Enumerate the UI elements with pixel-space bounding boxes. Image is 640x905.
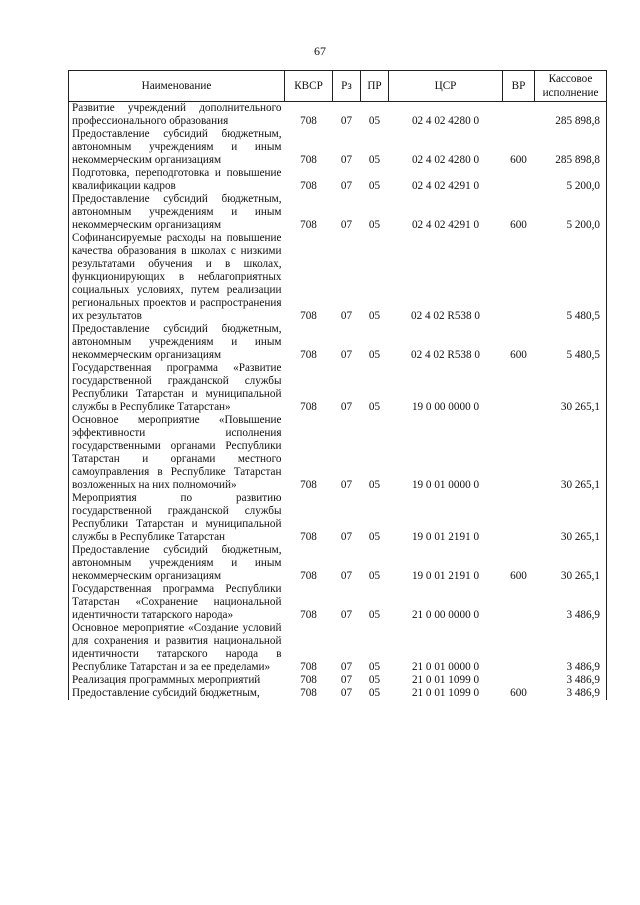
- cell-pr: 05: [368, 479, 381, 491]
- page-number: 67: [314, 44, 326, 58]
- cell-pr: 05: [368, 154, 381, 166]
- cell-sum: 3 486,9: [535, 687, 607, 700]
- cell-name: Софинансируемые расходы на повышение качества образования в школах с низкими результатами обучения и в школах, функционирующих в неблагоприятных социальных условиях, путем реализации региональных проектов и распространения их результатов: [69, 232, 285, 323]
- cell-kvsr: 708: [300, 687, 317, 699]
- cell-rz: 07: [340, 154, 353, 166]
- cell-kvsr: 708: [300, 479, 317, 491]
- cell-name: Мероприятия по развитию государственной гражданской службы Республики Татарстан и муниципальной службы в Республике Татарстан: [69, 492, 285, 544]
- cell-vr: [503, 232, 535, 323]
- cell-kvsr: 708: [300, 349, 317, 361]
- cell-sum: 285 898,8: [535, 102, 607, 129]
- cell-vr: 600: [510, 154, 527, 166]
- cell-name: Подготовка, переподготовка и повышение квалификации кадров: [69, 167, 285, 193]
- cell-name: Государственная программа Республики Татарстан «Сохранение национальной идентичности татарского народа»: [69, 583, 285, 622]
- cell-rz: 07: [340, 674, 353, 686]
- cell-csr: 21 0 01 1099 0: [411, 687, 480, 699]
- cell-vr: [503, 102, 535, 129]
- cell-kvsr: 708: [300, 570, 317, 582]
- cell-rz: 07: [340, 570, 353, 582]
- cell-csr: 19 0 00 0000 0: [411, 401, 480, 413]
- cell-csr: 19 0 01 0000 0: [411, 479, 480, 491]
- table-body: [69, 102, 607, 701]
- cell-rz: 07: [340, 219, 353, 231]
- cell-pr: 05: [368, 674, 381, 686]
- cell-sum: 30 265,1: [535, 362, 607, 414]
- header-kvsr: КВСР: [285, 71, 333, 102]
- cell-vr: [503, 492, 535, 544]
- table-row: [69, 492, 607, 544]
- header-rz: Рз: [333, 71, 361, 102]
- cell-kvsr: 708: [300, 115, 317, 127]
- cell-vr: [503, 674, 535, 687]
- cell-pr: 05: [368, 349, 381, 361]
- cell-csr: 02 4 02 R538 0: [411, 310, 480, 322]
- table-row: [69, 622, 607, 674]
- header-vr: ВР: [503, 71, 535, 102]
- cell-rz: 07: [340, 661, 353, 673]
- cell-pr: 05: [368, 609, 381, 621]
- cell-sum: 30 265,1: [535, 414, 607, 492]
- cell-pr: 05: [368, 219, 381, 231]
- cell-csr: 19 0 01 2191 0: [411, 570, 480, 582]
- cell-sum: 3 486,9: [535, 674, 607, 687]
- table-row: [69, 362, 607, 414]
- header-sum-line2: исполнение: [542, 87, 599, 99]
- table-row: [69, 687, 607, 700]
- budget-table: [68, 70, 607, 700]
- cell-sum: 5 480,5: [535, 232, 607, 323]
- cell-sum: 5 480,5: [535, 323, 607, 362]
- header-csr: ЦСР: [389, 71, 503, 102]
- cell-csr: 02 4 02 4291 0: [411, 219, 480, 231]
- cell-sum: 3 486,9: [535, 622, 607, 674]
- cell-vr: 600: [510, 570, 527, 582]
- cell-csr: 02 4 02 R538 0: [411, 349, 480, 361]
- cell-sum: 5 200,0: [535, 167, 607, 193]
- cell-csr: 21 0 00 0000 0: [411, 609, 480, 621]
- cell-rz: 07: [340, 531, 353, 543]
- cell-pr: 05: [368, 570, 381, 582]
- cell-kvsr: 708: [300, 310, 317, 322]
- cell-sum: 285 898,8: [535, 128, 607, 167]
- table-row: [69, 323, 607, 362]
- cell-csr: 02 4 02 4280 0: [411, 154, 480, 166]
- table-row: [69, 414, 607, 492]
- cell-sum: 30 265,1: [535, 492, 607, 544]
- cell-vr: 600: [510, 219, 527, 231]
- cell-vr: [503, 362, 535, 414]
- cell-kvsr: 708: [300, 401, 317, 413]
- cell-pr: 05: [368, 687, 381, 699]
- cell-rz: 07: [340, 180, 353, 192]
- cell-vr: [503, 167, 535, 193]
- cell-rz: 07: [340, 349, 353, 361]
- cell-csr: 19 0 01 2191 0: [411, 531, 480, 543]
- table-row: [69, 544, 607, 583]
- cell-csr: 02 4 02 4291 0: [411, 180, 480, 192]
- header-pr: ПР: [361, 71, 389, 102]
- cell-kvsr: 708: [300, 609, 317, 621]
- table-row: [69, 674, 607, 687]
- cell-name: Предоставление субсидий бюджетным, автономным учреждениям и иным некоммерческим организациям: [69, 323, 285, 362]
- cell-name: Предоставление субсидий бюджетным, автономным учреждениям и иным некоммерческим организациям: [69, 193, 285, 232]
- table-header-row: [69, 71, 607, 102]
- cell-name: Основное мероприятие «Создание условий для сохранения и развития национальной идентичности татарского народа в Республике Татарстан и за ее пределами»: [69, 622, 285, 674]
- cell-vr: 600: [510, 349, 527, 361]
- cell-name: Развитие учреждений дополнительного профессионального образования: [69, 102, 285, 129]
- table-row: [69, 102, 607, 129]
- cell-csr: 21 0 01 0000 0: [411, 661, 480, 673]
- cell-pr: 05: [368, 401, 381, 413]
- cell-rz: 07: [340, 609, 353, 621]
- cell-kvsr: 708: [300, 531, 317, 543]
- header-sum: [535, 71, 607, 102]
- cell-vr: 600: [510, 687, 527, 699]
- cell-kvsr: 708: [300, 154, 317, 166]
- cell-vr: [503, 583, 535, 622]
- cell-csr: 21 0 01 1099 0: [411, 674, 480, 686]
- cell-pr: 05: [368, 310, 381, 322]
- cell-rz: 07: [340, 479, 353, 491]
- cell-name: Государственная программа «Развитие государственной гражданской службы Республики Татарстан и муниципальной службы в Республике Татарстан»: [69, 362, 285, 414]
- header-name: Наименование: [69, 71, 285, 102]
- table-row: [69, 128, 607, 167]
- cell-name: Основное мероприятие «Повышение эффективности исполнения государственными органами Республики Татарстан и органами местного самоуправления в Республике Татарстан возложенных на них полномочий»: [69, 414, 285, 492]
- cell-pr: 05: [368, 531, 381, 543]
- cell-name: Предоставление субсидий бюджетным,: [69, 687, 285, 700]
- cell-kvsr: 708: [300, 661, 317, 673]
- cell-kvsr: 708: [300, 674, 317, 686]
- cell-vr: [503, 414, 535, 492]
- cell-kvsr: 708: [300, 219, 317, 231]
- cell-kvsr: 708: [300, 180, 317, 192]
- table-row: [69, 583, 607, 622]
- header-sum-line1: Кассовое: [548, 73, 593, 85]
- cell-pr: 05: [368, 661, 381, 673]
- cell-sum: 30 265,1: [535, 544, 607, 583]
- cell-pr: 05: [368, 180, 381, 192]
- cell-rz: 07: [340, 401, 353, 413]
- cell-rz: 07: [340, 310, 353, 322]
- table-row: [69, 167, 607, 193]
- cell-csr: 02 4 02 4280 0: [411, 115, 480, 127]
- table-row: [69, 193, 607, 232]
- cell-vr: [503, 622, 535, 674]
- cell-rz: 07: [340, 687, 353, 699]
- cell-rz: 07: [340, 115, 353, 127]
- cell-pr: 05: [368, 115, 381, 127]
- cell-name: Предоставление субсидий бюджетным, автономным учреждениям и иным некоммерческим организациям: [69, 128, 285, 167]
- cell-name: Реализация программных мероприятий: [69, 674, 285, 687]
- cell-name: Предоставление субсидий бюджетным, автономным учреждениям и иным некоммерческим организациям: [69, 544, 285, 583]
- cell-sum: 3 486,9: [535, 583, 607, 622]
- table-row: [69, 232, 607, 323]
- cell-sum: 5 200,0: [535, 193, 607, 232]
